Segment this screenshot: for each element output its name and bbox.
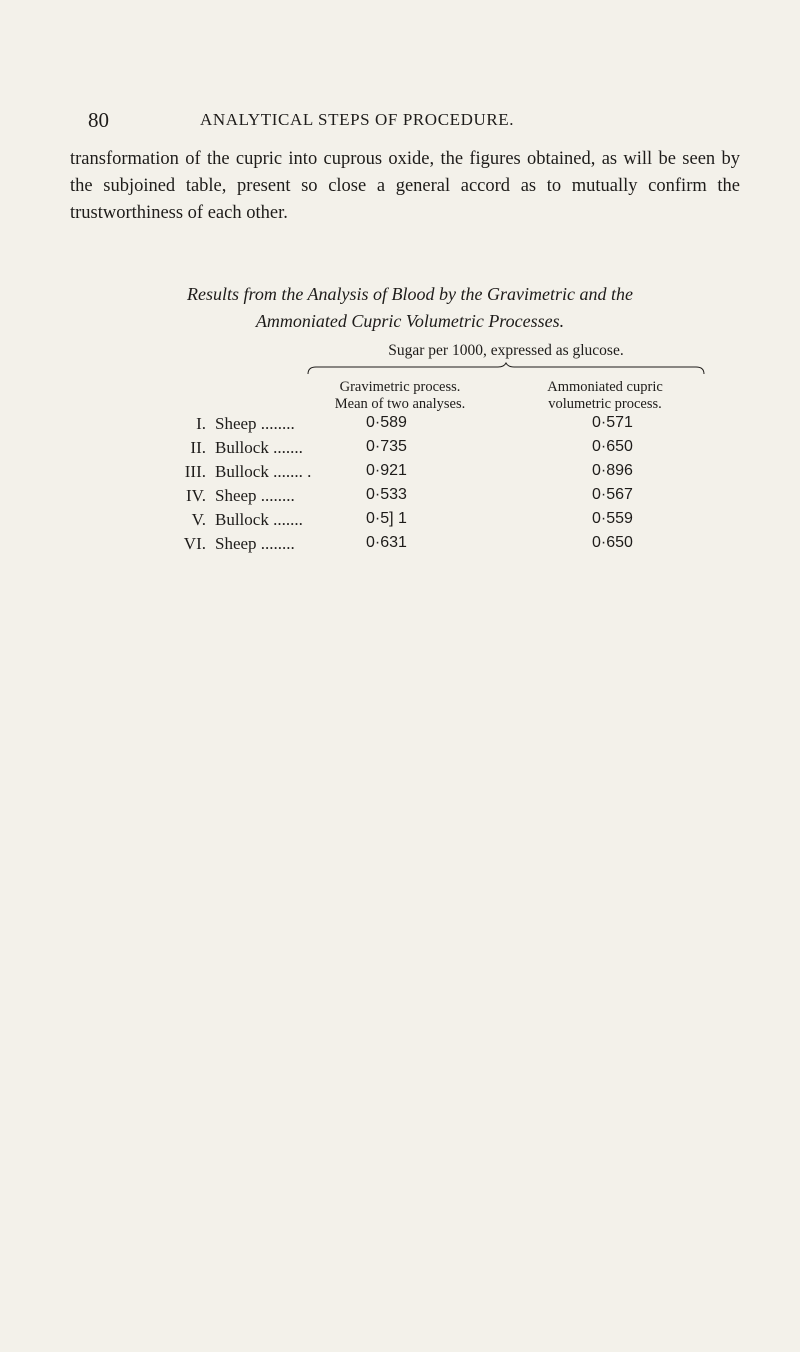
row-number: II.	[190, 438, 206, 457]
gravimetric-value: 0·631	[366, 534, 407, 551]
table-row	[0, 534, 800, 558]
ammoniated-value: 0·896	[592, 462, 633, 479]
unit-line: Sugar per 1000, expressed as glucose.	[388, 342, 624, 359]
ammoniated-header-line1: Ammoniated cupric	[547, 379, 663, 395]
ammoniated-value: 0·559	[592, 510, 633, 527]
table-row	[0, 510, 800, 534]
ammoniated-value: 0·650	[592, 534, 633, 551]
table-row	[0, 438, 800, 462]
gravimetric-value: 0·5] 1	[366, 510, 407, 527]
gravimetric-column-header	[290, 379, 510, 413]
table-row	[0, 486, 800, 510]
gravimetric-value: 0·735	[366, 438, 407, 455]
page-number: 80	[88, 108, 109, 132]
ammoniated-value: 0·567	[592, 486, 633, 503]
ammoniated-value: 0·650	[592, 438, 633, 455]
row-number: V.	[191, 510, 206, 529]
ammoniated-value: 0·571	[592, 414, 633, 431]
table-row	[0, 414, 800, 438]
body-paragraph: transformation of the cupric into cuprous oxide, the figures obtained, as will be seen by the subjoined table, present so close a general accord as to mutually confirm the trustworthiness of each other.	[70, 149, 740, 223]
table-caption	[100, 281, 720, 335]
gravimetric-header-line1: Gravimetric process.	[339, 379, 461, 395]
row-animal: Bullock ....... .	[215, 462, 312, 481]
row-animal: Sheep ........	[215, 414, 295, 433]
row-number: I.	[196, 414, 206, 433]
ammoniated-column-header	[500, 379, 710, 413]
row-animal: Sheep ........	[215, 486, 295, 505]
gravimetric-value: 0·589	[366, 414, 407, 431]
page-header	[0, 108, 800, 138]
gravimetric-header-line2: Mean of two analyses.	[334, 396, 466, 412]
column-brace	[306, 362, 706, 376]
table-row	[0, 462, 800, 486]
row-animal: Bullock .......	[215, 510, 303, 529]
row-animal: Bullock .......	[215, 438, 303, 457]
gravimetric-value: 0·533	[366, 486, 407, 503]
row-animal: Sheep ........	[215, 534, 295, 553]
running-head: ANALYTICAL STEPS OF PROCEDURE.	[200, 110, 515, 129]
row-number: VI.	[183, 534, 206, 553]
row-number: III.	[184, 462, 206, 481]
caption-line-2: Ammoniated Cupric Volumetric Processes.	[255, 311, 565, 331]
caption-line-1: Results from the Analysis of Blood by the Gravimetric and the	[187, 284, 633, 304]
row-number: IV.	[186, 486, 206, 505]
ammoniated-header-line2: volumetric process.	[548, 396, 662, 412]
gravimetric-value: 0·921	[366, 462, 407, 479]
